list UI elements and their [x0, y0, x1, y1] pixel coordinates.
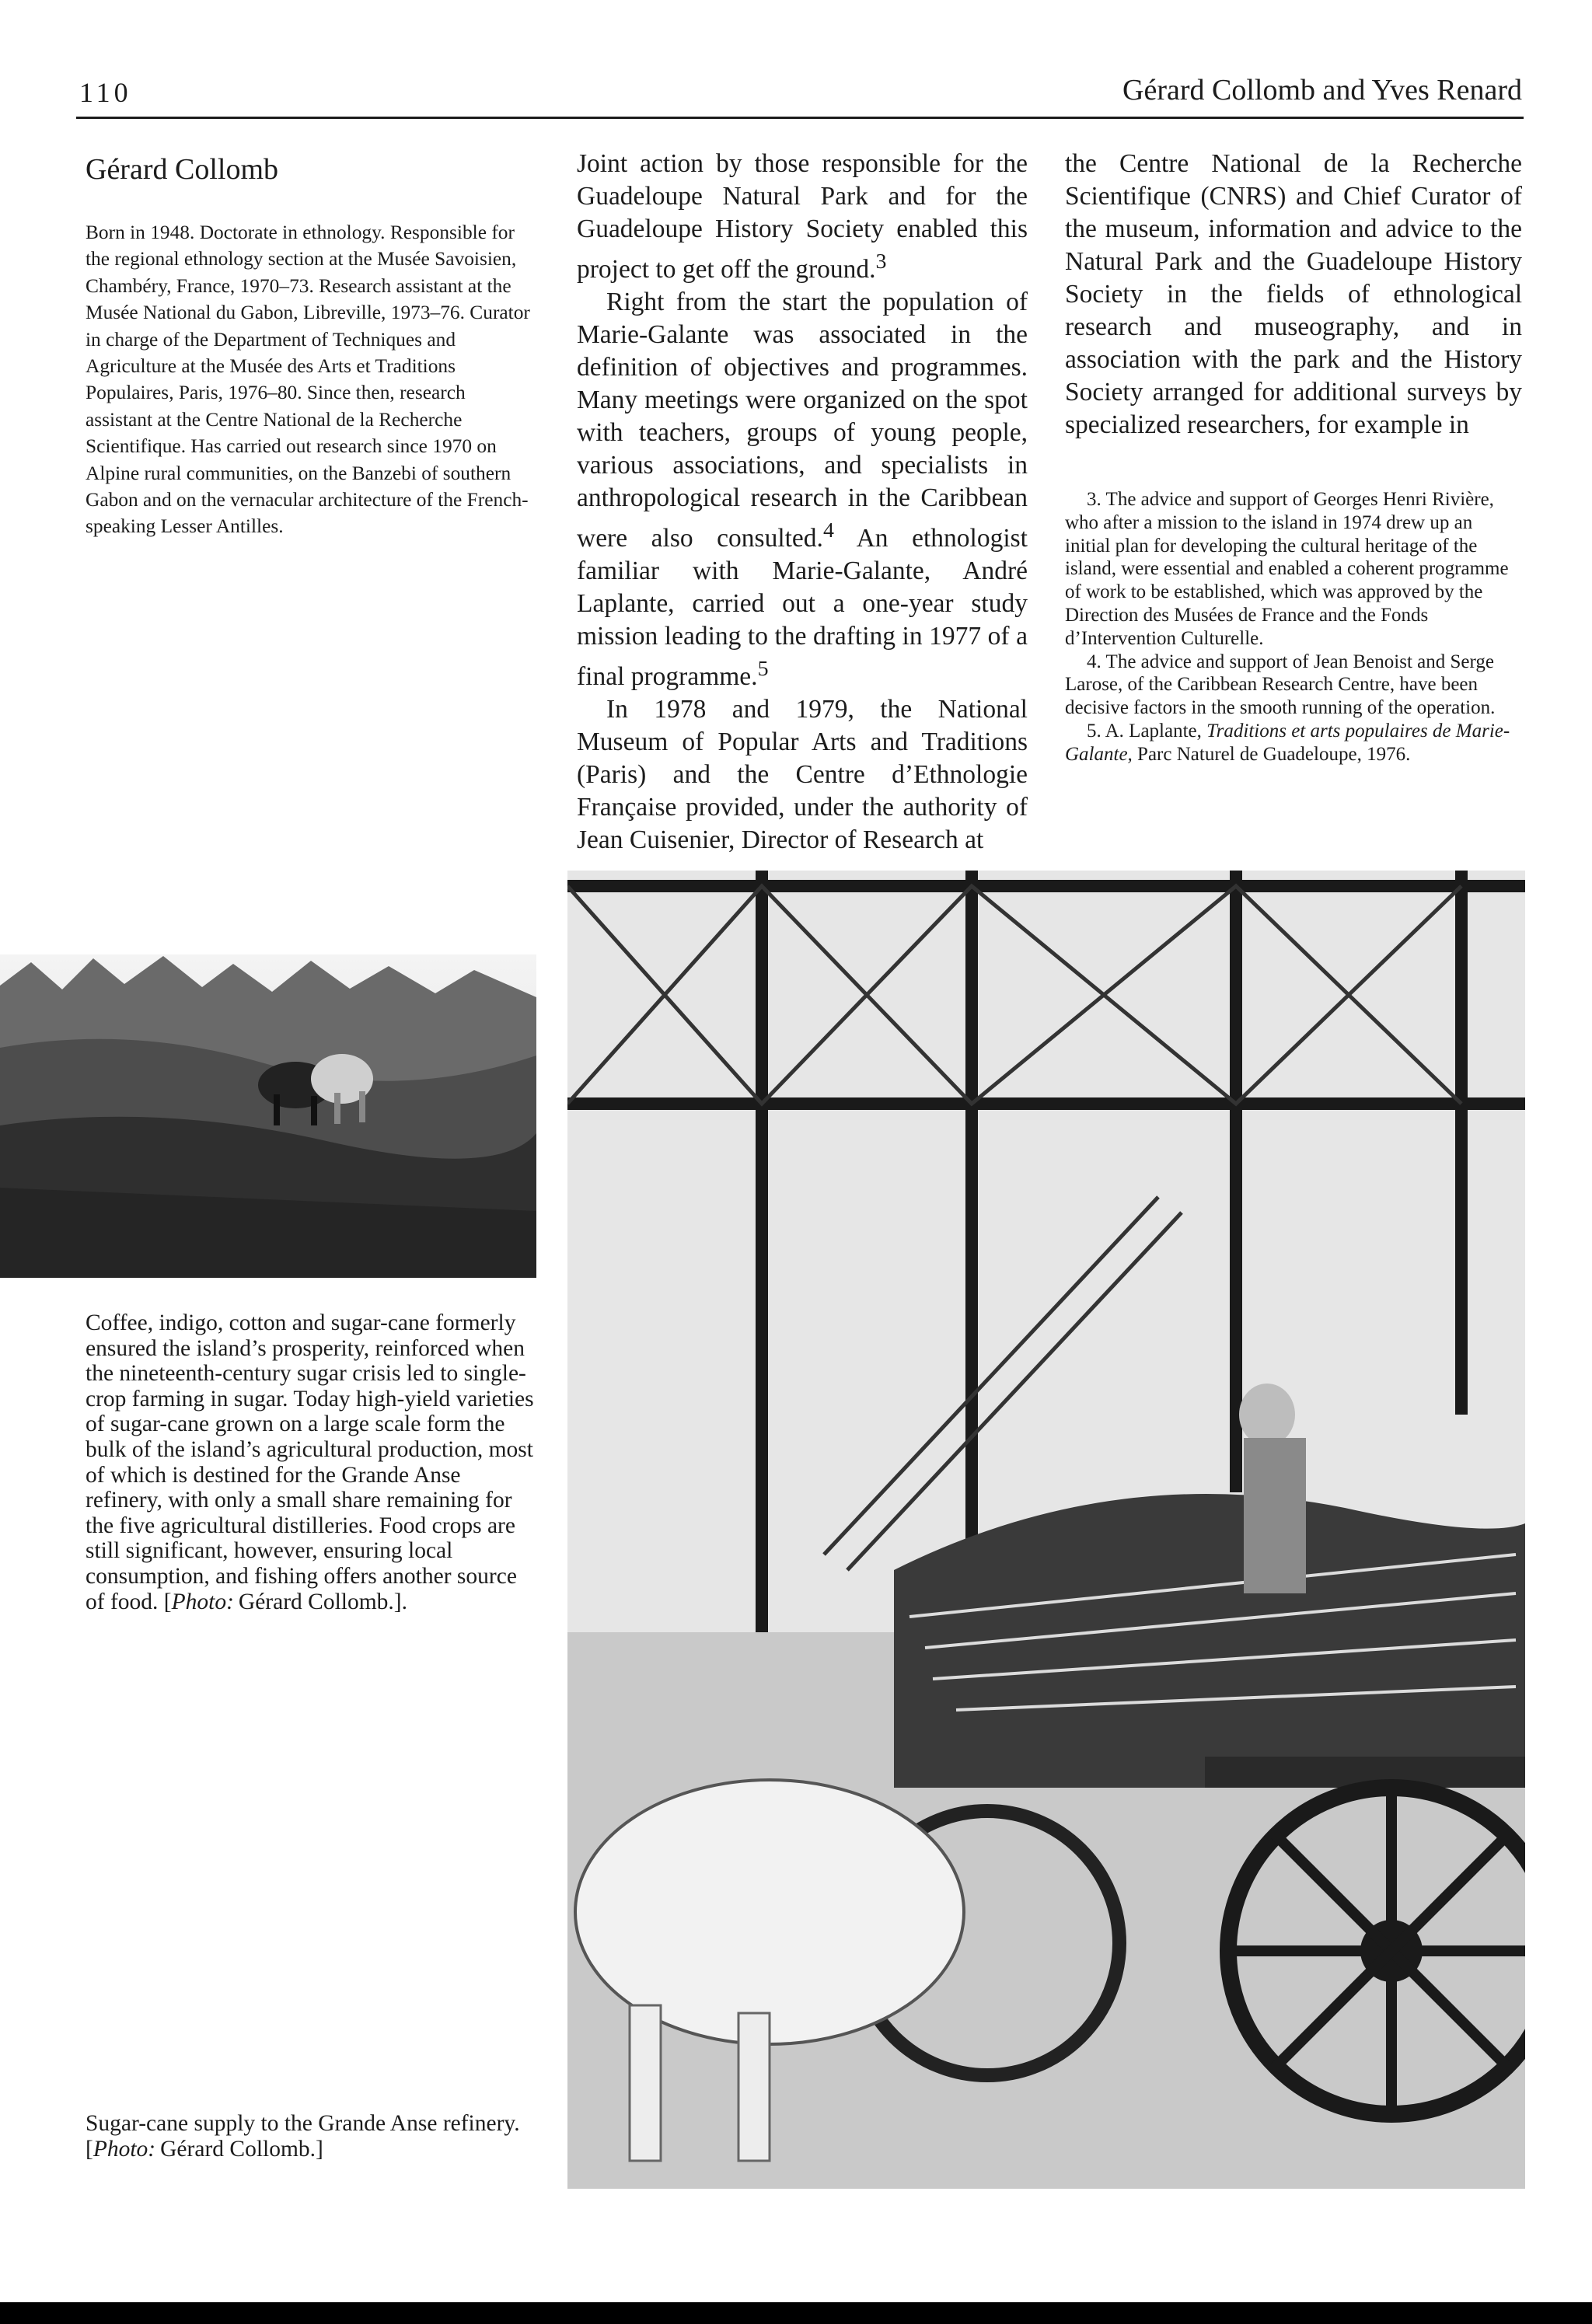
page-number: 110	[79, 77, 132, 108]
page-bottom-border	[0, 2302, 1592, 2324]
photo-caption-2: Sugar-cane supply to the Grande Anse refinery. [Photo: Gérard Collomb.]	[86, 2111, 520, 2162]
note-ref-4: 4	[822, 518, 834, 543]
footnotes	[1065, 488, 1522, 766]
photo-caption-1: Coffee, indigo, cotton and sugar-cane formerly ensured the island’s prosperity, reinforced when the nineteenth-century sugar crisis led to single-crop farming in sugar. Today high-yield varieties of sugar-cane grown on a large scale form the bulk of the island’s agricultural production, most of which is destined for the Grande Anse refinery, with only a small share remaining for the five agricultural distilleries. Food crops are still significant, however, ensuring local consumption, and fishing offers another source of food. [Photo: Gérard Collomb.].	[86, 1310, 534, 1614]
header-rule	[76, 117, 1524, 119]
paragraph-1: Joint action by those responsible for the Guadeloupe Natural Park and for the Guadeloupe History Society enabled this project to get off the ground.$^3$	[577, 149, 1028, 284]
running-head: Gérard Collomb and Yves Renard	[1122, 74, 1522, 106]
paragraph-2: Right from the start the population of Marie-Galante was associated in the definition of objectives and programmes. Many meetings were organized on the spot with teachers, groups of young people, various associations, and specialists in anthropological research in the Caribbean were also consulted.$^4$ An ethnologist familiar with Marie-Galante, André Laplante, carried out a one-year study mission leading to the drafting in 1977 of a final programme.$^5$	[577, 288, 1028, 692]
note-ref-3: 3	[875, 249, 887, 274]
photo-ox-ploughing	[0, 954, 536, 1278]
footnote-3: 3. The advice and support of Georges Henri Rivière, who after a mission to the island in 1974 drew up an initial plan for developing the cultural heritage of the island, were essential and enabled a coherent programme of work to be established, which was approved by the Direction des Musées de France and the Fonds d’Intervention Culturelle.	[1065, 489, 1509, 649]
body-column-middle	[577, 148, 1028, 857]
note-ref-5: 5	[757, 657, 769, 682]
paragraph-3-continued: the Centre National de la Recherche Scientifique (CNRS) and Chief Curator of the museum, information and advice to the Natural Park and the Guadeloupe History Society in the fields of ethnological research and museography, and in association with the park and the History Society arranged for additional surveys by specialized researchers, for example in	[1065, 149, 1522, 439]
author-bio-text: Born in 1948. Doctorate in ethnology. Responsible for the regional ethnology section at the Musée Savoisien, Chambéry, France, 1970–73. Research assistant at the Musée National du Gabon, Libreville, 1973–76. Curator in charge of the Department of Techniques and Agriculture at the Musée des Arts et Traditions Populaires, Paris, 1976–80. Since then, research assistant at the Centre National de la Recherche Scientifique. Has carried out research since 1970 on Alpine rural communities, on the Banzebi of southern Gabon and on the vernacular architecture of the French-speaking Lesser Antilles.	[86, 222, 530, 538]
body-column-right	[1065, 148, 1522, 441]
paragraph-3-start: In 1978 and 1979, the National Museum of Popular Arts and Traditions (Paris) and the Centre d’Ethnologie Française provided, under the authority of Jean Cuisenier, Director of Research at	[577, 695, 1028, 855]
footnote-5: 5. A. Laplante, Traditions et arts populaires de Marie-Galante, Parc Naturel de Guadeloupe, 1976.	[1065, 720, 1510, 765]
footnote-4: 4. The advice and support of Jean Benoist and Serge Larose, of the Caribbean Research Centre, have been decisive factors in the smooth running of the operation.	[1065, 651, 1496, 719]
author-bio-name: Gérard Collomb	[86, 153, 279, 186]
photo-sugar-cane-refinery	[567, 871, 1525, 2189]
